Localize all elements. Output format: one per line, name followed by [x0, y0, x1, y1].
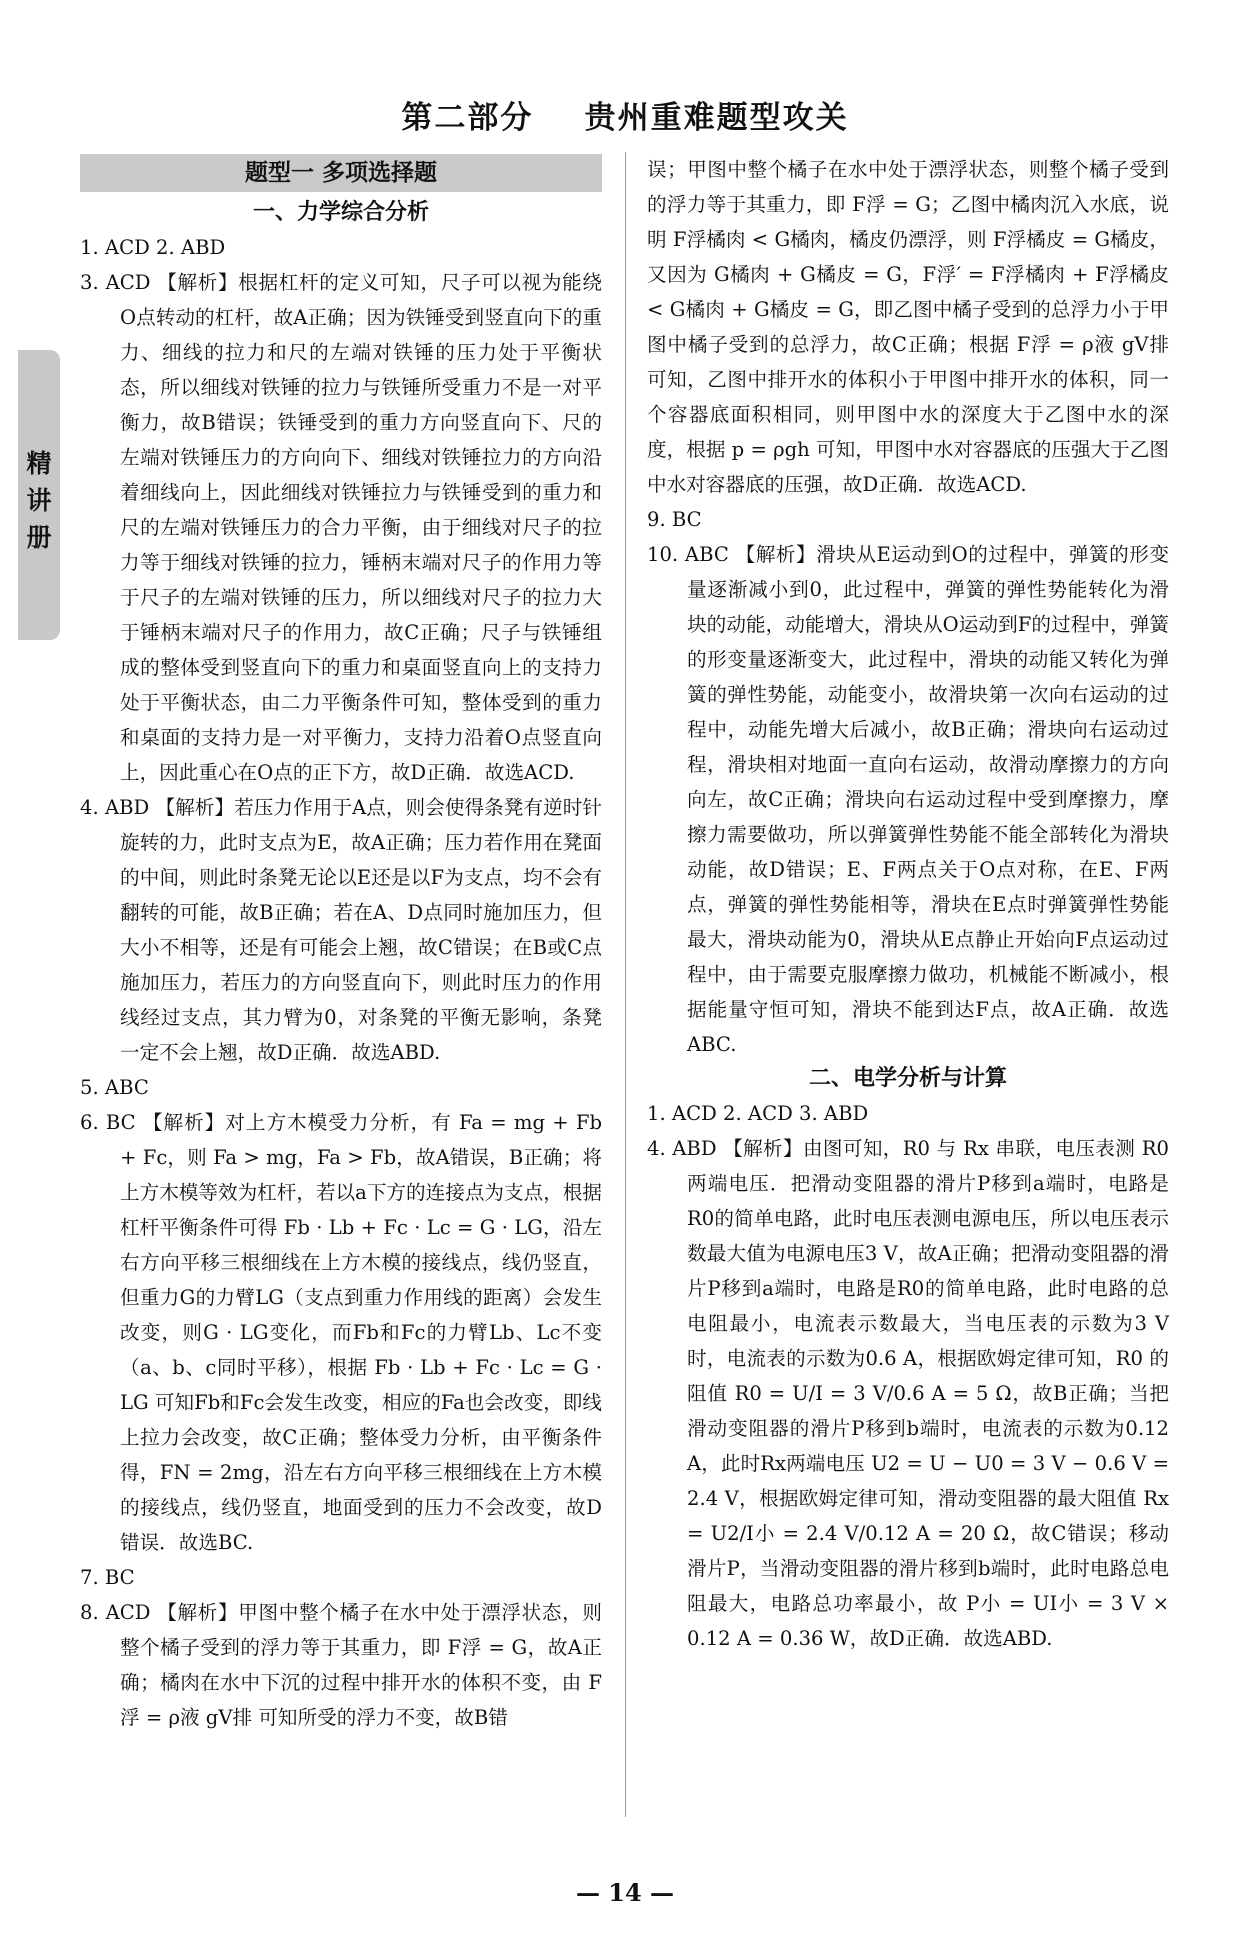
left-column: [80, 152, 602, 1735]
answer-3: 3. ACD 【解析】根据杠杆的定义可知，尺子可以视为能绕O点转动的杠杆，故A正确；因为铁锤受到竖直向下的重力、细线的拉力和尺的左端对铁锤的压力处于平衡状态，所以细线对铁锤的拉力与铁锤所受重力不是一对平衡力，故B错误；铁锤受到的重力方向竖直向下、尺的左端对铁锤压力的方向向下、细线对铁锤拉力的方向沿着细线向上，因此细线对铁锤拉力与铁锤受到的重力和尺的左端对铁锤压力的合力平衡，由于细线对尺子的拉力等于细线对铁锤的拉力，锤柄末端对尺子的作用力等于尺子的左端对铁锤的压力，所以细线对尺子的拉力大于锤柄末端对尺子的作用力，故C正确；尺子与铁锤组成的整体受到竖直向下的重力和桌面竖直向上的支持力处于平衡状态，由二力平衡条件可知，整体受到的重力和桌面的支持力是一对平衡力，支持力沿着O点竖直向上，因此重心在O点的正下方，故D正确．故选ACD.: [80, 271, 602, 784]
answer-10: 10. ABC 【解析】滑块从E运动到O的过程中，弹簧的形变量逐渐减小到0，此过程中，弹簧的弹性势能转化为滑块的动能，动能增大，滑块从O运动到F的过程中，弹簧的形变量逐渐变大，此过程中，滑块的动能又转化为弹簧的弹性势能，动能变小，故滑块第一次向右运动的过程中，动能先增大后减小，故B正确；滑块向右运动过程，滑块相对地面一直向右运动，故滑动摩擦力的方向向左，故C正确；滑块向右运动过程中受到摩擦力，摩擦力需要做功，所以弹簧弹性势能不能全部转化为滑块动能，故D错误；E、F两点关于O点对称，在E、F两点，弹簧的弹性势能相等，滑块在E点时弹簧弹性势能最大，滑块动能为0，滑块从E点静止开始向F点运动过程中，由于需要克服摩擦力做功，机械能不断减小，根据能量守恒可知，滑块不能到达F点，故A正确．故选ABC.: [647, 543, 1169, 1056]
answer-8: 8. ACD 【解析】甲图中整个橘子在水中处于漂浮状态，则整个橘子受到的浮力等于其重力，即 F浮 = G，故A正确；橘肉在水中下沉的过程中排开水的体积不变，由 F浮 = ρ液 gV排 可知所受的浮力不变，故B错: [80, 1601, 602, 1729]
side-tab: [18, 350, 60, 640]
answer-8-continued: 误；甲图中整个橘子在水中处于漂浮状态，则整个橘子受到的浮力等于其重力，即 F浮 = G；乙图中橘肉沉入水底，说明 F浮橘肉 < G橘肉，橘皮仍漂浮，则 F浮橘皮 = G橘皮，又因为 G橘肉 + G橘皮 = G，F浮′ = F浮橘肉 + F浮橘皮 < G橘肉 + G橘皮 = G，即乙图中橘子受到的总浮力小于甲图中橘子受到的总浮力，故C正确；根据 F浮 = ρ液 gV排 可知，乙图中排开水的体积小于甲图中排开水的体积，同一个容器底面积相同，则甲图中水的深度大于乙图中水的深度，根据 p = ρgh 可知，甲图中水对容器底的压强大于乙图中水对容器底的压强，故D正确．故选ACD.: [647, 158, 1169, 496]
page-title: 第二部分 贵州重难题型攻关: [401, 100, 849, 136]
section-band: 题型一 多项选择题: [80, 154, 602, 192]
answer-e4: 4. ABD 【解析】由图可知，R0 与 Rx 串联，电压表测 R0 两端电压．把滑动变阻器的滑片P移到a端时，电路是R0的简单电路，此时电压表测电源电压，所以电压表示数最大值为电源电压3 V，故A正确；把滑动变阻器的滑片P移到a端时，电路是R0的简单电路，此时电路的总电阻最小，电流表示数最大，当电压表的示数为3 V时，电流表的示数为0.6 A，根据欧姆定律可知，R0 的阻值 R0 = U/I = 3 V/0.6 A = 5 Ω，故B正确；当把滑动变阻器的滑片P移到b端时，电流表的示数为0.12 A，此时Rx两端电压 U2 = U − U0 = 3 V − 0.6 V = 2.4 V，根据欧姆定律可知，滑动变阻器的最大阻值 Rx = U2/I小 = 2.4 V/0.12 A = 20 Ω，故C错误；移动滑片P，当滑动变阻器的滑片移到b端时，此时电路总电阻最大，电路总功率最小，故 P小 = UI小 = 3 V × 0.12 A = 0.36 W，故D正确．故选ABD.: [647, 1137, 1169, 1650]
answer-1-2: 1. ACD 2. ABD: [80, 236, 226, 259]
subsection-heading-electricity: 二、电学分析与计算: [808, 1066, 1007, 1091]
answer-5: 5. ABC: [80, 1076, 149, 1099]
answer-e1-3: 1. ACD 2. ACD 3. ABD: [647, 1102, 869, 1125]
answer-9: 9. BC: [647, 508, 702, 531]
answer-7: 7. BC: [80, 1566, 135, 1589]
side-tab-label: 精讲册: [26, 449, 52, 552]
column-divider: [625, 152, 626, 1817]
answer-6: 6. BC 【解析】对上方木模受力分析，有 Fa = mg + Fb + Fc，则 Fa > mg，Fa > Fb，故A错误，B正确；将上方木模等效为杠杆，若以a下方的连接点为支点，根据杠杆平衡条件可得 Fb · Lb + Fc · Lc = G · LG，沿左右方向平移三根细线在上方木模的接线点，线仍竖直，但重力G的力臂LG（支点到重力作用线的距离）会发生改变，则G · LG变化，而Fb和Fc的力臂Lb、Lc不变（a、b、c同时平移），根据 Fb · Lb + Fc · Lc = G · LG 可知Fb和Fc会发生改变，相应的Fa也会改变，即线上拉力会改变，故C正确；整体受力分析，由平衡条件得，FN = 2mg，沿左右方向平移三根细线在上方木模的接线点，线仍竖直，地面受到的压力不会改变，故D错误．故选BC.: [80, 1111, 602, 1554]
answer-4: 4. ABD 【解析】若压力作用于A点，则会使得条凳有逆时针旋转的力，此时支点为E，故A正确；压力若作用在凳面的中间，则此时条凳无论以E还是以F为支点，均不会有翻转的可能，故B正确；若在A、D点同时施加压力，但大小不相等，还是有可能会上翘，故C错误；在B或C点施加压力，若压力的方向竖直向下，则此时压力的作用线经过支点，其力臂为0，对条凳的平衡无影响，条凳一定不会上翘，故D正确．故选ABD.: [80, 796, 602, 1064]
page-number: — 14 —: [575, 1878, 675, 1907]
right-column: [647, 152, 1169, 1656]
subsection-heading-mechanics: 一、力学综合分析: [252, 200, 429, 225]
